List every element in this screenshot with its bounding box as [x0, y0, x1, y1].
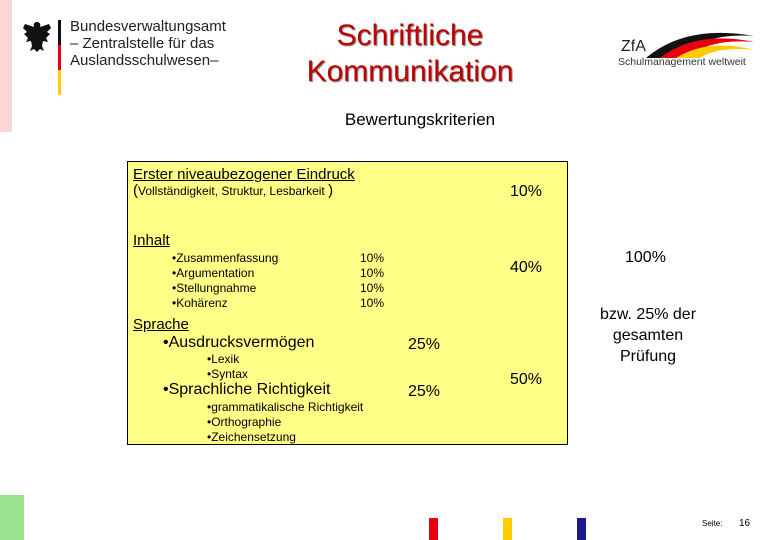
detail-text: Vollständigkeit, Struktur, Lesbarkeit [138, 184, 325, 198]
content-item-percents [360, 251, 384, 311]
org-line: Auslandsschulwesen– [70, 52, 219, 69]
federal-eagle-icon [22, 20, 52, 54]
first-impression-percent: 10% [510, 183, 543, 200]
footer-red-square [429, 518, 438, 540]
total-note [588, 304, 708, 367]
footer-yellow-square [503, 518, 512, 540]
flag-stripe-red [58, 45, 61, 70]
page-label: Seite: [702, 519, 723, 528]
title-line: Kommunikation [306, 55, 514, 88]
footer-blue-square [577, 518, 586, 540]
item-percent: 10% [360, 266, 385, 280]
section-subtitle: Bewertungskriterien [344, 110, 496, 129]
note-line: Prüfung [619, 348, 677, 365]
content-percent: 40% [510, 259, 543, 276]
paren-open: ( [133, 182, 138, 199]
page-title [270, 18, 550, 90]
language-percent: 50% [510, 371, 543, 388]
organisation-name [70, 18, 226, 69]
list-item: •Zusammenfassung [172, 251, 279, 265]
item-percent: 10% [360, 251, 385, 265]
total-percent: 100% [625, 249, 666, 266]
first-impression-heading: Erster niveaubezogener Eindruck [133, 166, 355, 183]
page-number: 16 [739, 518, 751, 529]
list-item: •grammatikalische Richtigkeit [207, 400, 364, 414]
correctness-subitems [207, 400, 363, 445]
side-accent-bar [0, 0, 12, 132]
flag-stripe-gold [58, 70, 61, 95]
logo-subtext: Schulmanagement weltweit [618, 56, 746, 68]
correctness-label: •Sprachliche Richtigkeit [163, 381, 331, 398]
expression-percent: 25% [408, 336, 441, 353]
flag-stripe-black [58, 20, 61, 45]
note-line: bzw. 25% der [599, 306, 697, 323]
note-line: gesamten [612, 327, 684, 344]
correctness-percent: 25% [408, 383, 441, 400]
title-line: Schriftliche [336, 19, 484, 52]
first-impression-detail [133, 182, 333, 200]
expression-subitems [207, 352, 248, 382]
list-item: •Orthographie [207, 415, 282, 429]
corner-accent-block [0, 495, 24, 540]
list-item: •Kohärenz [172, 296, 228, 310]
item-percent: 10% [360, 281, 385, 295]
item-percent: 10% [360, 296, 385, 310]
zfa-logo [618, 28, 778, 78]
list-item: •Zeichensetzung [207, 430, 296, 444]
paren-close: ) [328, 182, 334, 199]
list-item: •Syntax [207, 367, 248, 381]
content-items [172, 251, 278, 311]
org-line: – Zentralstelle für das [70, 35, 215, 52]
content-heading: Inhalt [133, 232, 170, 249]
list-item: •Lexik [207, 352, 240, 366]
list-item: •Stellungnahme [172, 281, 257, 295]
language-heading: Sprache [133, 316, 189, 333]
org-line: Bundesverwaltungsamt [70, 18, 226, 35]
logo-text: ZfA [621, 38, 646, 55]
list-item: •Argumentation [172, 266, 255, 280]
expression-label: •Ausdrucksvermögen [163, 334, 315, 351]
